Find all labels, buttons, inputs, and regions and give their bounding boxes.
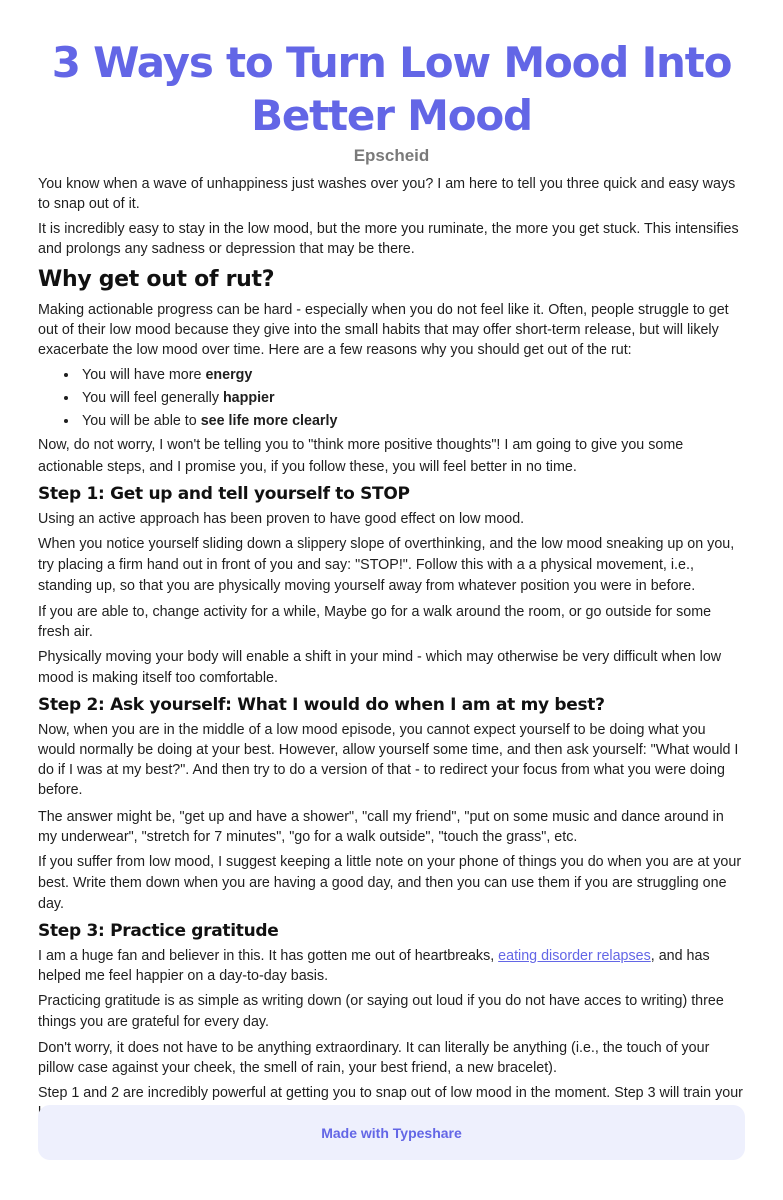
made-with-typeshare-banner[interactable]: Made with Typeshare bbox=[38, 1105, 745, 1160]
step3-paragraph-2: Practicing gratitude is as simple as writing down (or saying out loud if you do not have acces to writing) three things you are grateful for every day. bbox=[38, 993, 724, 1030]
step3-paragraph-3: Don't worry, it does not have to be anything extraordinary. It can literally be anything (i.e., the touch of your pillow case against your cheek, the smell of rain, your best friend, a new bracelet). bbox=[38, 1040, 710, 1076]
section-heading-step-2: Step 2: Ask yourself: What I would do when I am at my best? bbox=[38, 695, 605, 715]
list-item bbox=[79, 411, 745, 431]
step1-paragraph-1: Using an active approach has been proven to have good effect on low mood. bbox=[38, 511, 525, 527]
reasons-list bbox=[38, 365, 745, 431]
why-paragraph-2: Now, do not worry, I won't be telling you to "think more positive thoughts"! I am going to give you some actionable steps, and I promise you, if you follow these, you will feel better in no time. bbox=[38, 437, 684, 475]
list-item-text: You will have more bbox=[82, 367, 206, 383]
step3-paragraph-1 bbox=[38, 946, 745, 986]
section-heading-step-1: Step 1: Get up and tell yourself to STOP bbox=[38, 484, 410, 504]
list-item-emphasis: happier bbox=[222, 390, 275, 406]
author-name: Epscheid bbox=[353, 146, 430, 165]
list-item-emphasis: see life more clearly bbox=[200, 413, 338, 429]
list-item-text: You will be able to bbox=[82, 413, 201, 429]
section-heading-step-3: Step 3: Practice gratitude bbox=[38, 921, 279, 941]
eating-disorder-relapses-link[interactable]: eating disorder relapses bbox=[498, 948, 651, 964]
step2-paragraph-2: The answer might be, "get up and have a shower", "call my friend", "put on some music and dance around in my underwear", "stretch for 7 minutes", "go for a walk outside", "touch the grass", etc. bbox=[38, 809, 724, 845]
step1-paragraph-4: Physically moving your body will enable a shift in your mind - which may otherwise be very difficult when low mood is making itself too comfortable. bbox=[38, 649, 722, 686]
intro-paragraph-1: You know when a wave of unhappiness just washes over you? I am here to tell you three quick and easy ways to snap out of it. bbox=[38, 176, 736, 212]
step1-paragraph-3: If you are able to, change activity for a while, Maybe go for a walk around the room, or go outside for some fresh air. bbox=[38, 604, 712, 640]
step2-paragraph-1: Now, when you are in the middle of a low mood episode, you cannot expect yourself to be doing what you would normally be doing at your best. However, allow yourself some time, and then ask yourself: "What would I do if I was at my best?". And then try to do a version of that - to redirect your focus from what you were doing before. bbox=[38, 722, 739, 798]
step3-paragraph-4: Step 1 and 2 are incredibly powerful at getting you to snap out of low mood in the moment. Step 3 will train your bbox=[38, 1085, 743, 1101]
step3-paragraph-1-text: I am a huge fan and believer in this. It has gotten me out of heartbreaks, bbox=[38, 948, 499, 964]
section-heading-why: Why get out of rut? bbox=[38, 267, 275, 292]
article-title: 3 Ways to Turn Low Mood Into Better Mood bbox=[51, 38, 732, 140]
list-item bbox=[79, 365, 745, 385]
step2-paragraph-3: If you suffer from low mood, I suggest keeping a little note on your phone of things you do when you are at your best. Write them down when you are having a good day, and then you can use them if you are struggling one day. bbox=[38, 854, 742, 912]
list-item bbox=[79, 388, 745, 408]
list-item-text: You will feel generally bbox=[82, 390, 223, 406]
step3-paragraph-1-text-end: , and has helped me feel happier on a day-to-day basis. bbox=[38, 948, 710, 984]
intro-paragraph-2: It is incredibly easy to stay in the low mood, but the more you ruminate, the more you get stuck. This intensifies and prolongs any sadness or depression that may be there. bbox=[38, 221, 739, 257]
why-paragraph-1: Making actionable progress can be hard - especially when you do not feel like it. Often, people struggle to get out of their low mood because they give into the small habits that may offer short-term release, but will likely exacerbate the low mood over time. Here are a few reasons why you should get out of the rut: bbox=[38, 302, 729, 358]
step1-paragraph-2: When you notice yourself sliding down a slippery slope of overthinking, and the low mood sneaking up on you, try placing a firm hand out in front of you and say: "STOP!". Follow this with a a physical movement, i.e., standing up, so that you are physically moving yourself away from whatever position you were in before. bbox=[38, 536, 735, 594]
list-item-emphasis: energy bbox=[205, 367, 253, 383]
